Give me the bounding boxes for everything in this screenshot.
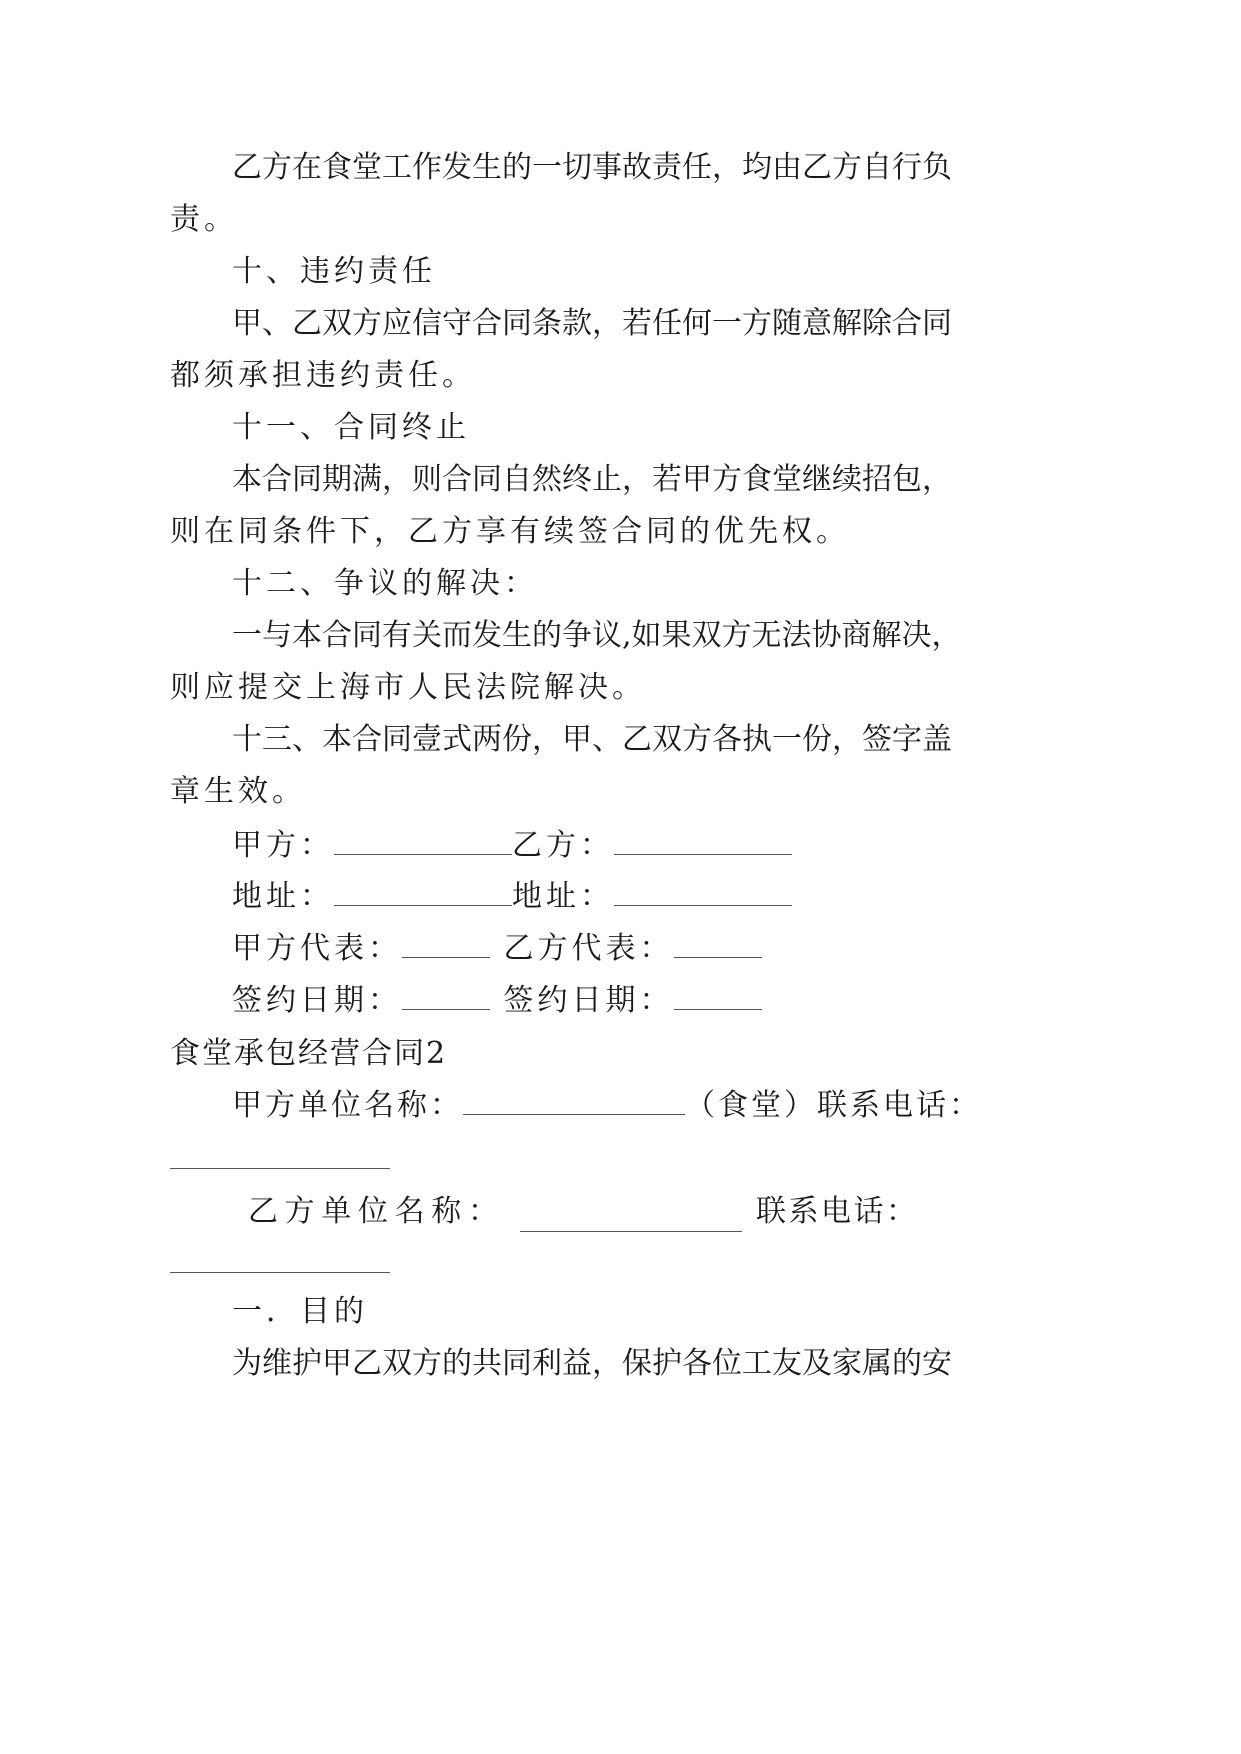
section-heading: 一．目的 — [232, 1294, 368, 1329]
date-b-label: 签约日期： — [503, 983, 674, 1018]
contract2-party-a-row — [232, 1086, 982, 1126]
party-b-name-label: 乙 方 单 位 名 称 ： — [248, 1194, 498, 1229]
party-a-blank[interactable] — [334, 826, 512, 855]
rep-a-label: 甲方代表： — [232, 931, 402, 966]
date-a-label: 签约日期： — [232, 983, 402, 1018]
rep-b-blank[interactable] — [674, 929, 762, 958]
address-a-label: 地址： — [232, 879, 334, 914]
date-b-blank[interactable] — [674, 981, 762, 1010]
section-heading: 十一、合同终止 — [232, 410, 470, 445]
paragraph-line: 本合同期满，则合同自然终止，若甲方食堂继续招包， — [232, 462, 952, 497]
party-b-blank[interactable] — [614, 826, 792, 855]
paragraph-line: 则在同条件下，乙方享有续签合同的优先权。 — [170, 514, 850, 549]
paragraph-line: 乙方在食堂工作发生的一切事故责任，均由乙方自行负 — [232, 150, 952, 185]
address-b-label: 地址： — [512, 879, 614, 914]
paragraph-line: 都须承担违约责任。 — [170, 358, 476, 393]
section-heading: 十二、争议的解决： — [232, 566, 538, 601]
section-heading: 十、违约责任 — [232, 254, 436, 289]
party-b-phone-label: 联 系 电 话 ： — [756, 1194, 916, 1229]
paragraph-line: 甲、乙双方应信守合同条款，若任何一方随意解除合同 — [232, 306, 952, 341]
paragraph-line: 责。 — [170, 202, 238, 237]
rep-a-blank[interactable] — [402, 929, 490, 958]
party-b-label: 乙方： — [512, 828, 614, 863]
paragraph-line: 则应提交上海市人民法院解决。 — [170, 670, 646, 705]
signature-row-address — [232, 877, 792, 917]
rep-b-label: 乙方代表： — [503, 931, 674, 966]
date-a-blank[interactable] — [402, 981, 490, 1010]
party-b-name-blank[interactable] — [520, 1203, 742, 1232]
signature-row-party — [232, 826, 792, 866]
signature-row-representative — [232, 929, 762, 969]
party-a-name-label: 甲方单位名称： — [232, 1088, 463, 1123]
paragraph-line: 十三、本合同壹式两份，甲、乙双方各执一份，签字盖 — [232, 722, 952, 757]
contract2-title: 食堂承包经营合同2 — [170, 1036, 448, 1071]
party-a-label: 甲方： — [232, 828, 334, 863]
signature-row-date — [232, 981, 762, 1021]
party-a-phone-blank[interactable] — [170, 1168, 390, 1169]
contract2-party-b-row — [248, 1192, 938, 1232]
paragraph-line: 章生效。 — [170, 774, 306, 809]
paragraph-line: 一与本合同有关而发生的争议,如果双方无法协商解决， — [232, 618, 962, 653]
party-b-phone-blank[interactable] — [170, 1272, 390, 1273]
party-a-suffix: （食堂）联系电话： — [685, 1088, 982, 1123]
paragraph-line: 为维护甲乙双方的共同利益，保护各位工友及家属的安 — [232, 1346, 952, 1381]
address-a-blank[interactable] — [334, 877, 512, 906]
party-a-name-blank[interactable] — [463, 1086, 685, 1115]
address-b-blank[interactable] — [614, 877, 792, 906]
